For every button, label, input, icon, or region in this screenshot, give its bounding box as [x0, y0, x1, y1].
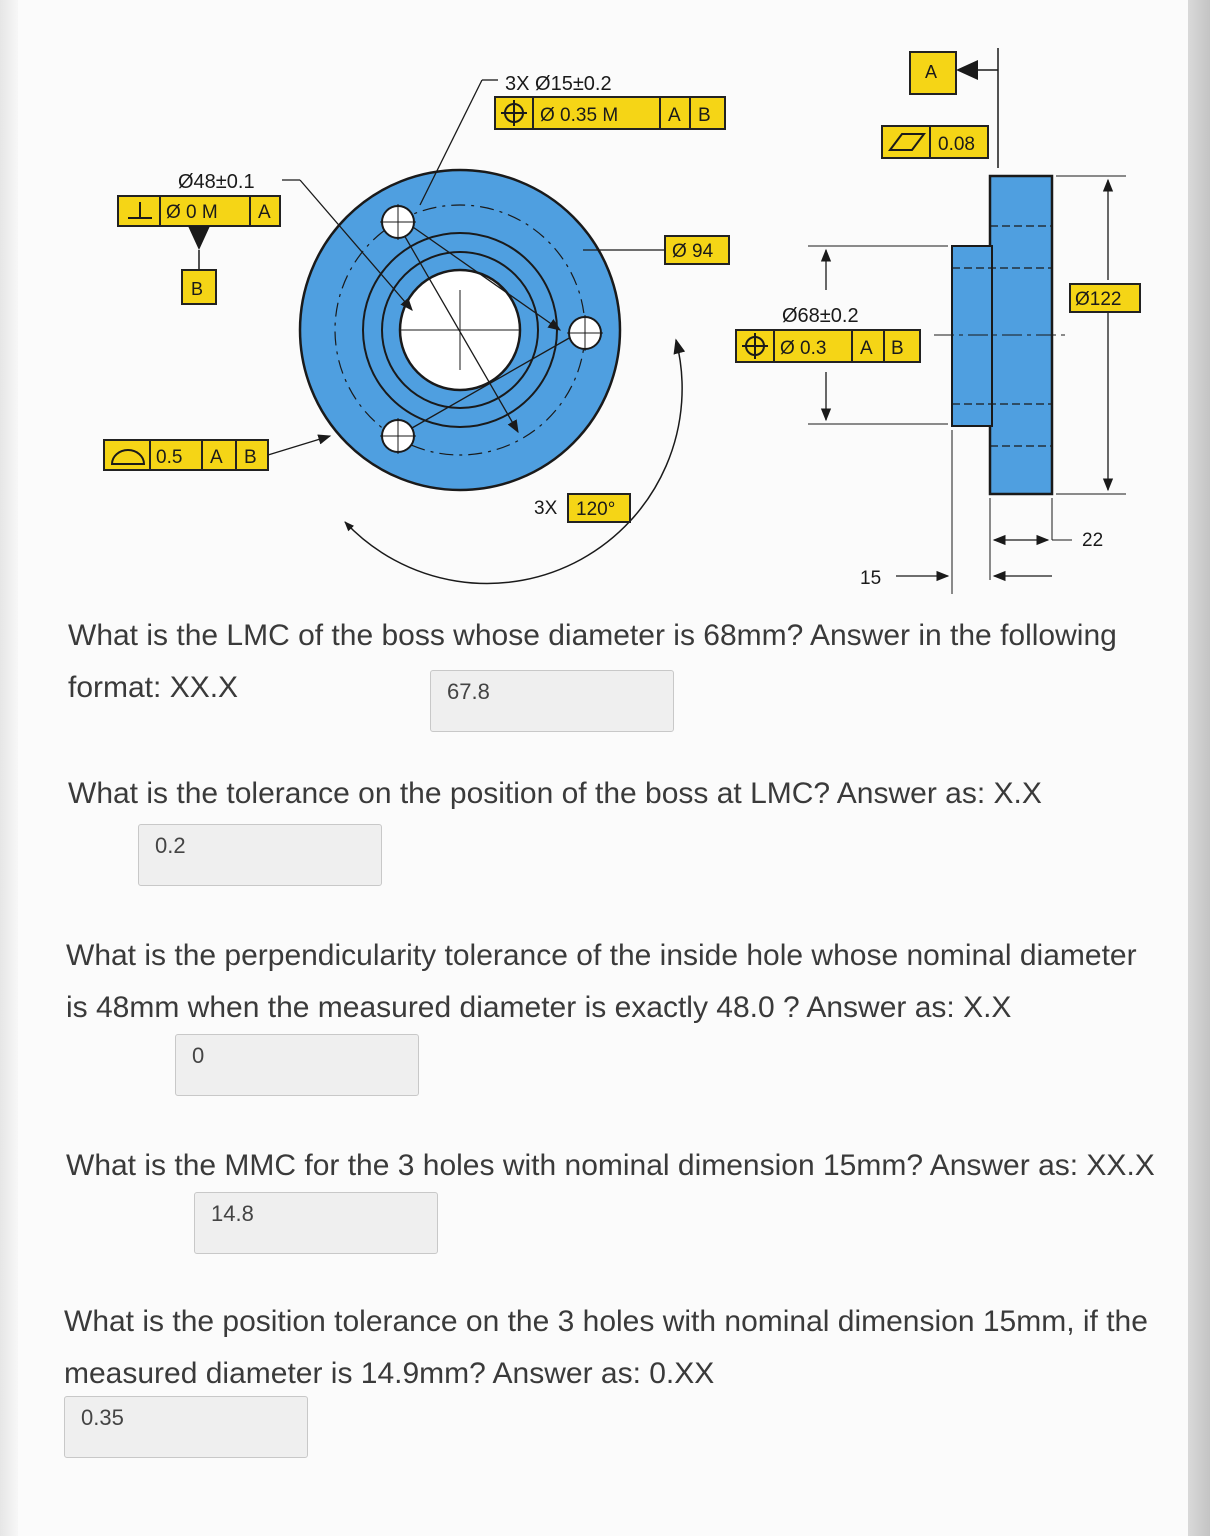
question-5-text: What is the position tolerance on the 3 holes with nominal dimension 15mm, if the measured diameter is 14.9mm? Answer as: 0.XX	[64, 1305, 1148, 1390]
flange-dia-label: Ø122	[1075, 289, 1122, 310]
boss-fcf-tolerance: Ø 0.3	[780, 338, 827, 359]
boss-fcf-datum-a: A	[860, 338, 873, 359]
flange-side-view	[736, 48, 1140, 594]
holes-fcf-datum-b: B	[698, 105, 711, 126]
question-4-text: What is the MMC for the 3 holes with nominal dimension 15mm? Answer as: XX.X	[66, 1149, 1155, 1182]
answer-5-input[interactable]	[64, 1396, 308, 1458]
answer-4-input[interactable]	[194, 1192, 438, 1254]
profile-callout	[104, 436, 330, 470]
holes-size-text: 3X Ø15±0.2	[505, 73, 612, 95]
bore-fcf-datum-a: A	[258, 202, 271, 223]
boss-length-dim: 15	[860, 568, 882, 589]
answer-5-value: 0.35	[81, 1405, 124, 1430]
boss-side-body	[952, 246, 992, 426]
answer-3-value: 0	[192, 1043, 205, 1068]
question-1-text: What is the LMC of the boss whose diameter is 68mm? Answer in the following format: XX.X	[68, 619, 1117, 704]
boss-size-text: Ø68±0.2	[782, 305, 859, 327]
profile-fcf-datum-a: A	[210, 447, 223, 468]
answer-2-input[interactable]	[138, 824, 382, 886]
answer-2-value: 0.2	[155, 833, 186, 858]
flatness-value: 0.08	[938, 134, 975, 155]
bore-fcf-tolerance: Ø 0 M	[166, 202, 218, 223]
question-2	[68, 768, 1158, 820]
question-3	[66, 930, 1156, 1034]
profile-fcf-tolerance: 0.5	[156, 447, 183, 468]
angle-prefix: 3X	[534, 498, 558, 519]
answer-4-value: 14.8	[211, 1201, 254, 1226]
answer-3-input[interactable]	[175, 1034, 419, 1096]
question-5	[64, 1296, 1154, 1400]
holes-fcf-datum-a: A	[668, 105, 681, 126]
datum-b-label: B	[191, 279, 204, 299]
holes-fcf-tolerance: Ø 0.35 M	[540, 105, 619, 126]
bore-size-text: Ø48±0.1	[178, 171, 255, 193]
answer-1-input[interactable]	[430, 670, 674, 732]
flange-thickness-dim: 22	[1082, 530, 1104, 551]
datum-a-label: A	[925, 62, 938, 82]
answer-1-value: 67.8	[447, 679, 490, 704]
question-3-text: What is the perpendicularity tolerance of the inside hole whose nominal diameter is 48mm when the measured diameter is exactly 48.0 ? Answer as: X.X	[66, 939, 1137, 1024]
page-right-edge	[1188, 0, 1210, 1536]
engineering-drawing	[0, 0, 1190, 610]
angle-callout	[534, 494, 630, 522]
boss-fcf-datum-b: B	[891, 338, 904, 359]
angle-label: 120°	[576, 499, 616, 520]
bolt-circle-dia-label: Ø 94	[672, 241, 714, 262]
profile-fcf-datum-b: B	[244, 447, 257, 468]
question-4	[66, 1140, 1156, 1192]
question-2-text: What is the tolerance on the position of the boss at LMC? Answer as: X.X	[68, 777, 1042, 810]
